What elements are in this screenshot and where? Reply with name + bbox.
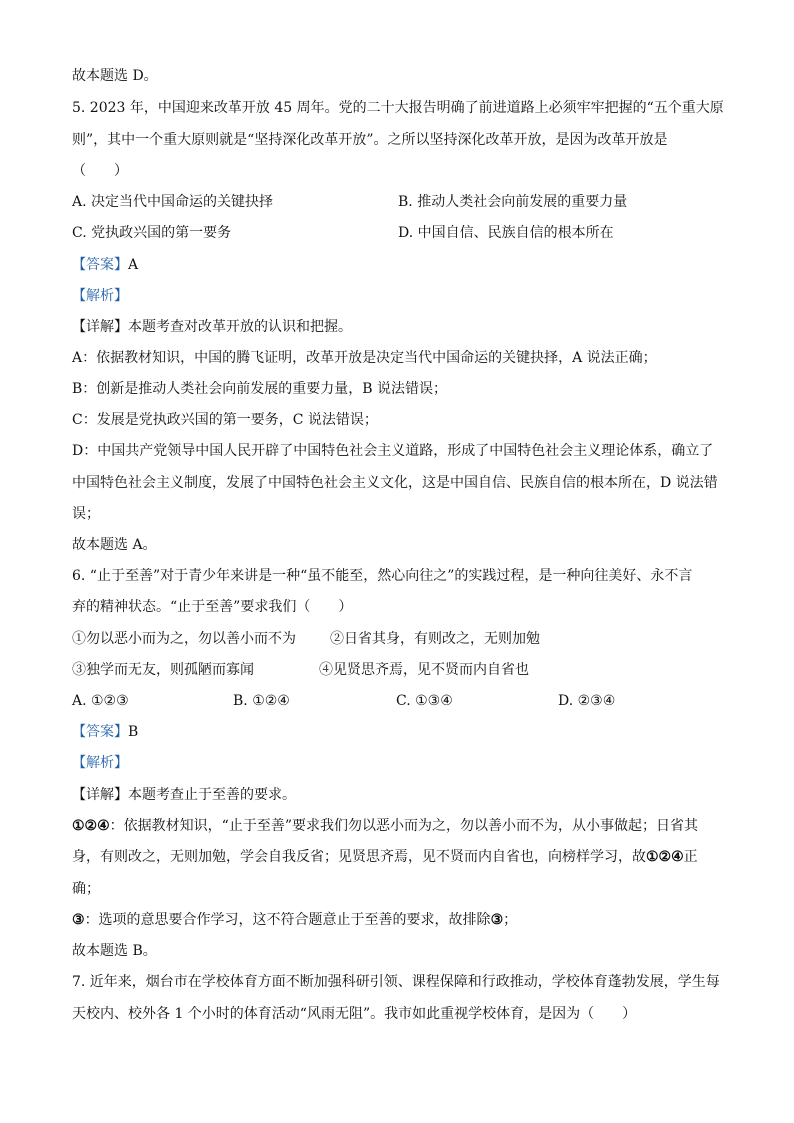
question-6-explanation-1-line-3: 确； [72, 881, 100, 897]
answer-tag: 【答案】 [72, 724, 128, 740]
explanation-lead: ①②④ [72, 818, 110, 834]
question-6-stem-line-2: 弃的精神状态。“止于至善”要求我们（ ） [72, 599, 353, 615]
explanation-text: ：选项的意思要合作学习，这不符合题意止于至善的要求，故排除 [84, 912, 491, 928]
question-5-explanation-d-3: 误； [72, 506, 100, 522]
question-6-option-c: C. ①③④ [396, 693, 453, 709]
answer-value: B [128, 724, 139, 740]
question-5-stem-line-3: （ ） [72, 163, 128, 179]
explanation-text-end: 正 [683, 849, 698, 865]
question-5-explanation-c: C：发展是党执政兴国的第一要务，C 说法错误； [72, 412, 378, 428]
question-5-conclusion: 故本题选 A。 [72, 537, 157, 553]
question-5-stem-line-1: 5. 2023 年，中国迎来改革开放 45 周年。党的二十大报告明确了前进道路上必须牢牢把握的“五个重大原 [72, 100, 724, 116]
detail-text: 本题考查止于至善的要求。 [128, 787, 296, 803]
question-5-option-a: A. 决定当代中国命运的关键抉择 [72, 194, 274, 210]
question-6-analysis-tag: 【解析】 [72, 755, 128, 771]
question-5-explanation-b: B：创新是推动人类社会向前发展的重要力量，B 说法错误； [72, 381, 448, 397]
detail-text: 本题考查对改革开放的认识和把握。 [128, 319, 352, 335]
answer-value: A [128, 257, 139, 273]
explanation-text: ：依据教材知识，“止于至善”要求我们勿以恶小而为之，勿以善小而不为，从小事做起；日省其 [109, 818, 698, 834]
question-6-option-d: D. ②③④ [558, 693, 616, 709]
intro-conclusion: 故本题选 D。 [72, 68, 158, 84]
question-6-item-1: ①勿以恶小而为之，勿以善小而不为 [72, 631, 296, 647]
question-5-explanation-a: A：依据教材知识，中国的腾飞证明，改革开放是决定当代中国命运的关键抉择，A 说法正确； [72, 350, 657, 366]
question-7-stem-line-2: 天校内、校外各 1 个小时的体育活动“风雨无阻”。我市如此重视学校体育，是因为（ ） [72, 1006, 637, 1022]
question-5-option-b: B. 推动人类社会向前发展的重要力量 [398, 194, 628, 210]
explanation-mark: ①②④ [646, 849, 684, 865]
question-6-item-2: ②日省其身，有则改之，无则加勉 [330, 631, 540, 647]
question-5-detail [72, 317, 734, 337]
question-6-option-b: B. ①②④ [233, 693, 290, 709]
question-5-option-d: D. 中国自信、民族自信的根本所在 [398, 225, 614, 241]
question-5-option-c: C. 党执政兴国的第一要务 [72, 225, 232, 241]
question-5-explanation-d-1: D：中国共产党领导中国人民开辟了中国特色社会主义道路，形成了中国特色社会主义理论体系，确立了 [72, 443, 714, 459]
question-6-conclusion: 故本题选 B。 [72, 943, 157, 959]
answer-tag: 【答案】 [72, 257, 128, 273]
question-6-stem-line-1: 6. “止于至善”对于青少年来讲是一种“虽不能至，然心向往之”的实践过程，是一种向往美好、永不言 [72, 568, 693, 584]
question-6-explanation-1-line-1 [72, 816, 734, 836]
explanation-lead: ③ [72, 912, 85, 928]
question-6-explanation-1-line-2 [72, 847, 734, 867]
question-6-explanation-3 [72, 910, 734, 930]
explanation-text: 身，有则改之，无则加勉，学会自我反省；见贤思齐焉，见不贤而内自省也，向榜样学习，故 [72, 849, 646, 865]
detail-tag: 【详解】 [72, 787, 128, 803]
question-5-analysis-tag: 【解析】 [72, 288, 128, 304]
question-6-answer [72, 722, 734, 742]
explanation-mark: ③ [490, 912, 504, 928]
question-6-detail [72, 785, 734, 805]
question-6-item-4: ④见贤思齐焉，见不贤而内自省也 [319, 662, 529, 678]
detail-tag: 【详解】 [72, 319, 128, 335]
question-5-stem-line-2: 则”，其中一个重大原则就是“坚持深化改革开放”。之所以坚持深化改革开放，是因为改革开放是 [72, 132, 668, 148]
question-7-stem-line-1: 7. 近年来，烟台市在学校体育方面不断加强科研引领、课程保障和行政推动，学校体育蓬勃发展，学生每 [72, 974, 720, 990]
explanation-end: ； [503, 912, 518, 928]
question-6-option-a: A. ①②③ [72, 693, 129, 709]
question-5-explanation-d-2: 中国特色社会主义制度，发展了中国特色社会主义文化，这是中国自信、民族自信的根本所在，D 说法错 [72, 475, 718, 491]
question-6-item-3: ③独学而无友，则孤陋而寡闻 [72, 662, 254, 678]
question-5-answer [72, 255, 734, 275]
